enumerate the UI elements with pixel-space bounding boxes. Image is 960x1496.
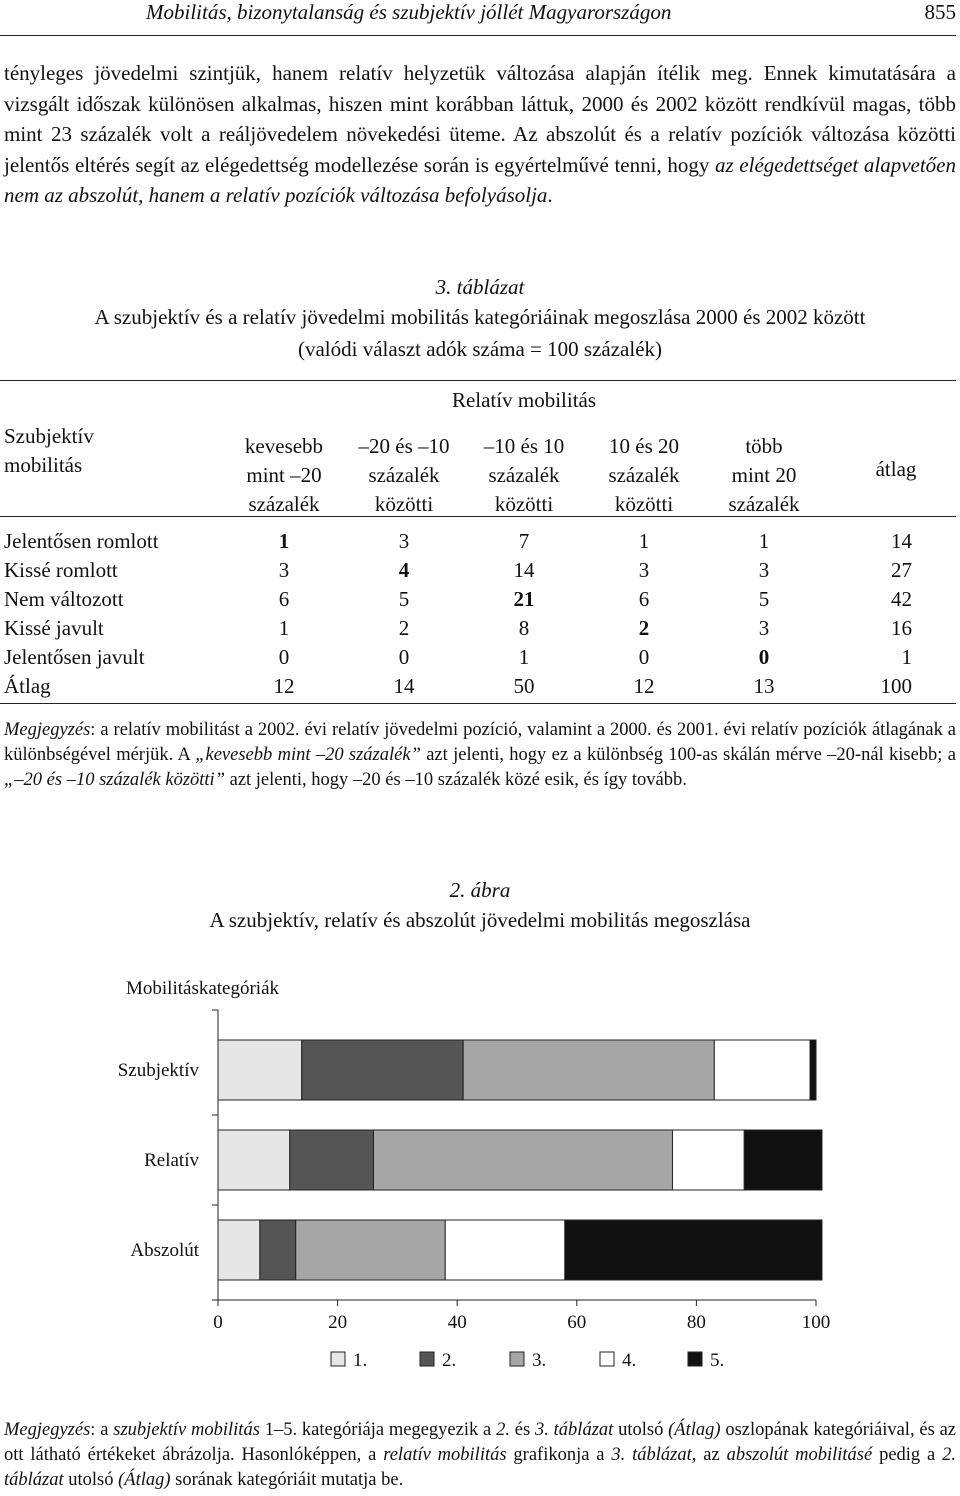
table-cell: 14 bbox=[513, 558, 535, 582]
row-header-line: Szubjektív bbox=[4, 424, 94, 448]
table-cell: 1 bbox=[278, 616, 290, 640]
table-cell: 0 bbox=[758, 645, 770, 669]
relative-mobility-header: Relatív mobilitás bbox=[451, 387, 597, 412]
figure-note bbox=[4, 1418, 956, 1493]
bar-segment bbox=[672, 1130, 744, 1190]
table-cell: 4 bbox=[398, 558, 410, 582]
note-text: pedig a bbox=[872, 1445, 943, 1465]
table-row bbox=[4, 614, 956, 643]
column-header-line: –20 és –10 bbox=[358, 434, 450, 458]
note-quote: „kevesebb mint –20 százalék” bbox=[195, 745, 421, 765]
column-header-line: átlag bbox=[875, 457, 917, 481]
table-cell: 5 bbox=[398, 587, 410, 611]
x-tick-label: 40 bbox=[447, 1312, 467, 1333]
note-quote: „–20 és –10 százalék közötti” bbox=[4, 770, 225, 790]
table-number: 3. táblázat bbox=[435, 275, 525, 299]
note-text: és bbox=[509, 1420, 535, 1440]
table-row bbox=[4, 672, 956, 701]
note-text: sorának kategóriáit mutatja be. bbox=[170, 1470, 404, 1490]
bar-segment bbox=[744, 1130, 822, 1190]
table-cell: 14 bbox=[393, 674, 415, 698]
bar-segment bbox=[373, 1130, 672, 1190]
x-tick-label: 60 bbox=[567, 1312, 587, 1333]
paragraph-text: tényleges jövedelmi szintjük, hanem relatív helyzetük változása alapján ítélik meg. Ennek kimutatására a vizsgált időszak különösen alkalmas, hiszen mint korábban láttuk, 2000 és 2002 között rendkívül magas, több mint 23 százalék volt a reáljövedelem növekedési üteme. Az abszolút és a relatív pozíciók változása közötti jelentős eltérés segít az elégedettség modellezése során is egyértelművé tenni, hogy bbox=[4, 61, 956, 177]
table-row bbox=[4, 643, 956, 672]
bar-segment bbox=[290, 1130, 374, 1190]
note-text: azt jelenti, hogy –20 és –10 százalék közé esik, és így tovább. bbox=[224, 770, 687, 790]
column-header-line: 10 és 20 bbox=[609, 434, 679, 458]
column-header-line: több bbox=[745, 434, 783, 458]
note-emphasis: 3. táblázat, bbox=[611, 1445, 697, 1465]
row-label: Jelentősen romlott bbox=[4, 529, 159, 553]
bar-segment bbox=[445, 1220, 565, 1280]
table-cell: 3 bbox=[758, 616, 770, 640]
note-text: az bbox=[696, 1445, 727, 1465]
legend-label: 2. bbox=[442, 1350, 457, 1371]
paragraph-end: . bbox=[547, 183, 553, 207]
note-text: utolsó bbox=[613, 1420, 669, 1440]
table-cell: 2 bbox=[398, 616, 410, 640]
bar-segment bbox=[810, 1040, 816, 1100]
table-cell: 100 bbox=[880, 674, 912, 698]
table-cell: 5 bbox=[758, 587, 770, 611]
table-cell: 13 bbox=[753, 674, 775, 698]
column-header-line: közötti bbox=[494, 492, 554, 516]
table-cell: 3 bbox=[758, 558, 770, 582]
table-cell: 6 bbox=[638, 587, 650, 611]
column-header-line: százalék bbox=[608, 463, 680, 487]
column-header bbox=[224, 420, 344, 519]
header-rule bbox=[0, 35, 956, 36]
legend-label: 5. bbox=[710, 1350, 725, 1371]
figure-title: A szubjektív, relatív és abszolút jövedelmi mobilitás megoszlása bbox=[209, 908, 751, 932]
legend-swatch bbox=[510, 1352, 524, 1366]
column-header bbox=[344, 420, 464, 519]
running-title: Mobilitás, bizonytalanság és szubjektív jóllét Magyarországon bbox=[146, 0, 672, 24]
x-tick-label: 100 bbox=[801, 1312, 831, 1333]
x-tick-label: 0 bbox=[213, 1312, 223, 1333]
column-header-line: százalék bbox=[368, 463, 440, 487]
bar-segment bbox=[565, 1220, 822, 1280]
column-header bbox=[464, 420, 584, 519]
x-tick-label: 20 bbox=[328, 1312, 348, 1333]
column-header bbox=[704, 420, 824, 519]
table-cell: 2 bbox=[638, 616, 650, 640]
page-number: 855 bbox=[924, 0, 956, 24]
row-label: Átlag bbox=[4, 674, 51, 698]
bar-segment bbox=[218, 1130, 290, 1190]
note-text: azt jelenti, hogy ez a különbség 100-as skálán mérve –20-nál kisebb; a bbox=[420, 745, 956, 765]
column-header-line: százalék bbox=[248, 492, 320, 516]
row-label: Nem változott bbox=[4, 587, 124, 611]
column-header-line: közötti bbox=[614, 492, 674, 516]
table-cell: 12 bbox=[273, 674, 295, 698]
column-header bbox=[584, 420, 704, 519]
column-header-line: százalék bbox=[488, 463, 560, 487]
table-note bbox=[4, 718, 956, 793]
note-emphasis: 2. bbox=[496, 1420, 510, 1440]
note-label: Megjegyzés bbox=[4, 720, 91, 740]
table-row bbox=[4, 527, 956, 556]
table-cell: 42 bbox=[891, 587, 912, 611]
category-label: Szubjektív bbox=[117, 1060, 199, 1081]
note-text: : a relatív mobilitást a 2002. évi relatív jövedelmi pozíció, valamint a 2000. és 2001. évi relatív pozíciók átlagának a különbségével mérjük. A bbox=[4, 720, 956, 765]
x-tick-label: 80 bbox=[686, 1312, 706, 1333]
table-cell: 1 bbox=[638, 529, 650, 553]
note-emphasis: relatív mobilitás bbox=[383, 1445, 507, 1465]
table-cell: 16 bbox=[891, 616, 912, 640]
note-emphasis: abszolút mobilitásé bbox=[726, 1445, 873, 1465]
row-label: Kissé romlott bbox=[4, 558, 118, 582]
legend-swatch bbox=[600, 1352, 614, 1366]
row-header bbox=[4, 420, 224, 519]
table-cell: 12 bbox=[633, 674, 655, 698]
column-header-line: mint 20 bbox=[731, 463, 797, 487]
table-cell: 7 bbox=[518, 529, 530, 553]
figure-number: 2. ábra bbox=[449, 878, 511, 902]
paragraph-italic-text: az elégedettséget alapvetően nem az abszolút, hanem a relatív pozíciók változása befolyásolja bbox=[4, 152, 956, 207]
table-cell: 50 bbox=[513, 674, 535, 698]
note-text: utolsó bbox=[63, 1470, 119, 1490]
bar-segment bbox=[218, 1220, 260, 1280]
table-cell: 6 bbox=[278, 587, 290, 611]
table-row bbox=[4, 556, 956, 585]
column-header-line: mint –20 bbox=[246, 463, 322, 487]
row-label: Jelentősen javult bbox=[4, 645, 145, 669]
row-label: Kissé javult bbox=[4, 616, 104, 640]
table-cell: 3 bbox=[278, 558, 290, 582]
note-text: grafikonja a bbox=[506, 1445, 612, 1465]
table-title: A szubjektív és a relatív jövedelmi mobilitás kategóriáinak megoszlása 2000 és 2002 között bbox=[94, 305, 866, 329]
table-cell: 27 bbox=[891, 558, 912, 582]
bar-segment bbox=[296, 1220, 446, 1280]
note-label: Megjegyzés bbox=[4, 1420, 91, 1440]
table-cell: 3 bbox=[398, 529, 410, 553]
table-cell: 0 bbox=[278, 645, 290, 669]
bar-segment bbox=[463, 1040, 714, 1100]
bar-segment bbox=[218, 1040, 302, 1100]
table-row bbox=[4, 585, 956, 614]
table-cell: 21 bbox=[513, 587, 535, 611]
table-bottom-rule bbox=[0, 703, 956, 704]
row-header-line: mobilitás bbox=[4, 453, 83, 477]
legend-label: 4. bbox=[622, 1350, 637, 1371]
running-header bbox=[0, 0, 960, 36]
mobility-stacked-bar-chart bbox=[0, 960, 960, 1380]
table-cell: 14 bbox=[891, 529, 912, 553]
note-text: 1–5. kategóriája megegyezik a bbox=[259, 1420, 497, 1440]
table-cell: 0 bbox=[638, 645, 650, 669]
column-header-line: százalék bbox=[728, 492, 800, 516]
column-header-line: –10 és 10 bbox=[483, 434, 565, 458]
table-cell: 1 bbox=[901, 645, 912, 669]
category-label: Abszolút bbox=[130, 1240, 199, 1261]
column-header bbox=[824, 420, 956, 519]
note-emphasis: (Átlag) bbox=[118, 1470, 171, 1490]
legend-swatch bbox=[420, 1352, 434, 1366]
legend-label: 1. bbox=[353, 1350, 368, 1371]
note-emphasis: szubjektív mobilitás bbox=[113, 1420, 260, 1440]
mobility-table bbox=[4, 380, 956, 701]
bar-segment bbox=[714, 1040, 810, 1100]
table-cell: 1 bbox=[758, 529, 770, 553]
bar-segment bbox=[302, 1040, 463, 1100]
note-emphasis: 3. táblázat bbox=[534, 1420, 614, 1440]
legend-swatch bbox=[331, 1352, 345, 1366]
column-header-line: közötti bbox=[374, 492, 434, 516]
category-label: Relatív bbox=[144, 1150, 199, 1171]
legend-swatch bbox=[688, 1352, 702, 1366]
bar-segment bbox=[260, 1220, 296, 1280]
body-paragraph bbox=[4, 58, 956, 211]
table-cell: 8 bbox=[518, 616, 530, 640]
legend-label: 3. bbox=[532, 1350, 547, 1371]
table-cell: 1 bbox=[278, 529, 290, 553]
y-axis-title: Mobilitáskategóriák bbox=[126, 978, 280, 999]
note-text: oszlopának kategóriáival, és az ott látható értékeket ábrázolja. Hasonlóképpen, a bbox=[4, 1420, 957, 1465]
table-cell: 0 bbox=[398, 645, 410, 669]
note-emphasis: 2. táblázat bbox=[4, 1445, 956, 1490]
column-header-line: kevesebb bbox=[244, 434, 324, 458]
note-text: : a bbox=[90, 1420, 114, 1440]
table-cell: 1 bbox=[518, 645, 530, 669]
table-subtitle: (valódi választ adók száma = 100 százalék) bbox=[297, 337, 663, 361]
note-emphasis: (Átlag) bbox=[668, 1420, 721, 1440]
table-cell: 3 bbox=[638, 558, 650, 582]
